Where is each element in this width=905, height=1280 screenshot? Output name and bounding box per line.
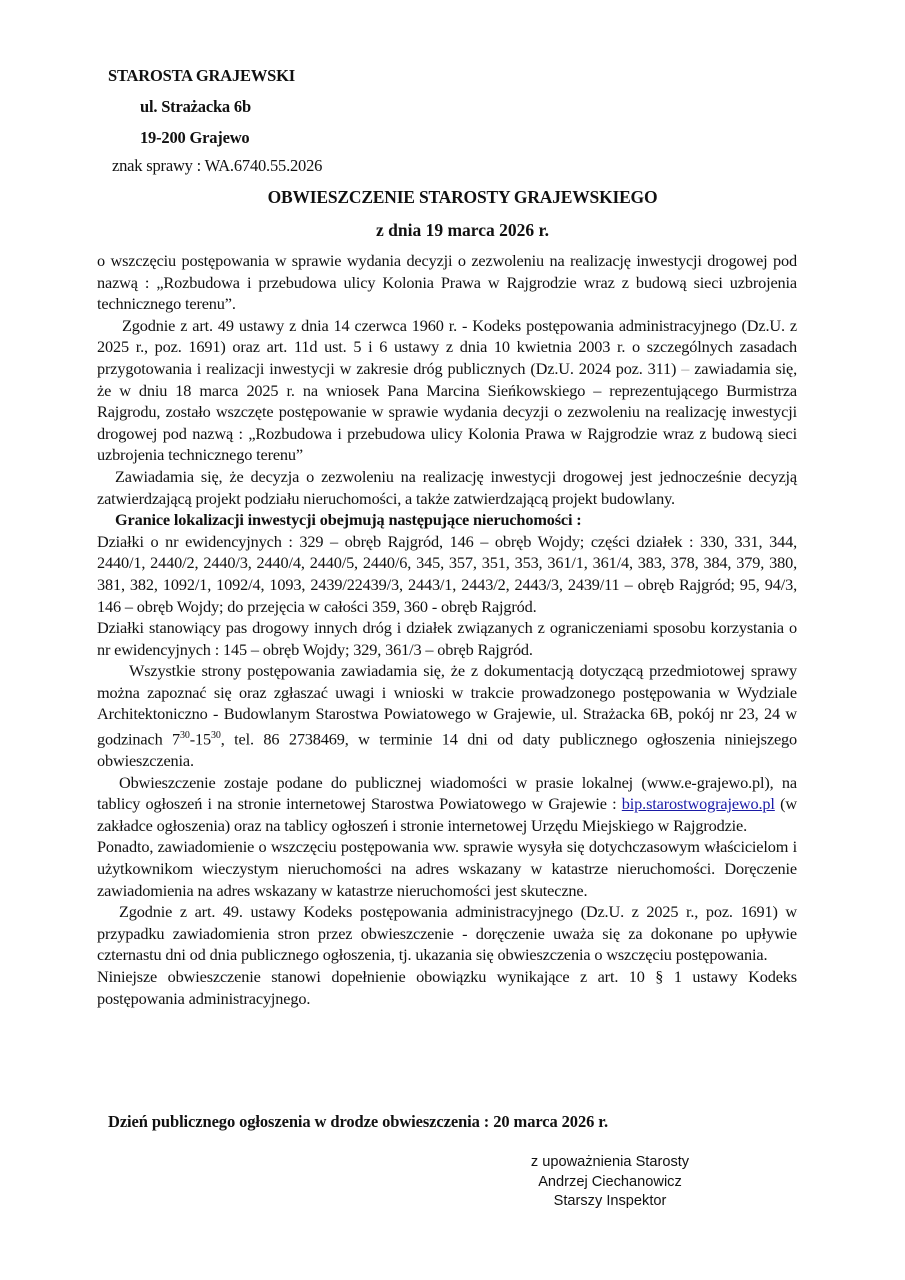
hours-mid: -15 <box>189 729 212 749</box>
legal-basis-paragraph <box>97 315 797 466</box>
notification-paragraph: Ponadto, zawiadomienie o wszczęciu postępowania ww. sprawie wysyła się dotychczasowym właścicielom i użytkownikom wieczystym nieruchomości na adres wskazany w katastrze nieruchomości. Doręczenie zawiadomienia na adres wskazany w katastrze nieruchomości jest skuteczne. <box>97 837 797 900</box>
signature-name: Andrzej Ciechanowicz <box>538 1173 682 1190</box>
publication-paragraph <box>97 772 797 837</box>
case-number: znak sprawy : WA.6740.55.2026 <box>112 156 323 175</box>
decision-scope-paragraph: Zawiadamia się, że decyzja o zezwoleniu na realizację inwestycji drogowej jest jednocześnie decyzją zatwierdzającą projekt podziału nieruchomości, a także zatwierdzającą projekt budowlany. <box>97 466 797 508</box>
bip-link[interactable]: bip.starostwograjewo.pl <box>621 794 775 814</box>
hours-end-sup: 30 <box>211 730 221 742</box>
documentation-text-a: Wszystkie strony postępowania zawiadamia się, że z dokumentacją dotyczącą przedmiotowej sprawy można zapoznać się oraz zgłaszać uwagi i wnioski w trakcie prowadzonego postępowania w Wydziale Architektoniczno - Budowlanym Starostwa Powiatowego w Grajewie, ul. Strażacka 6B, pokój nr 23, 24 w godzinach 7 <box>97 661 797 749</box>
obligation-paragraph: Niniejsze obwieszczenie stanowi dopełnienie obowiązku wynikające z art. 10 § 1 ustawy Kodeks postępowania administracyjnego. <box>97 967 797 1008</box>
legal-basis-text-b: zawiadamia się, że w dniu 18 marca 2025 r. na wniosek Pana Marcina Sieńkowskiego – reprezentującego Burmistrza Rajgrodu, zostało wszczęte postępowanie w sprawie wydania decyzji o zezwoleniu na realizację inwestycji drogowej pod nazwą : „Rozbudowa i przebudowa ulicy Kolonia Prawa w Rajgrodzie wraz z budową sieci uzbrojenia technicznego terenu” <box>97 358 798 465</box>
intro-paragraph: o wszczęciu postępowania w sprawie wydania decyzji o zezwoleniu na realizację inwestycji drogowej pod nazwą : „Rozbudowa i przebudowa ulicy Kolonia Prawa w Rajgrodzie wraz z budową sieci uzbrojenia technicznego terenu”. <box>97 251 797 314</box>
legal-basis-text-a: Zgodnie z art. 49 ustawy z dnia 14 czerwca 1960 r. - Kodeks postępowania administracyjnego (Dz.U. z 2025 r., poz. 1691) oraz art. 11d ust. 5 i 6 ustawy z dnia 10 kwietnia 2003 r. o szczególnych zasadach przygotowania i realizacji inwestycji w zakresie dróg publicznych (Dz.U. 2024 poz. 311) <box>97 315 797 378</box>
signature-title: Starszy Inspektor <box>553 1193 667 1209</box>
issuer-city: 19-200 Grajewo <box>140 128 250 147</box>
legal-basis-dash: – <box>681 358 690 378</box>
issuer-name: STAROSTA GRAJEWSKI <box>108 66 295 85</box>
announcement-date: Dzień publicznego ogłoszenia w drodze obwieszczenia : 20 marca 2026 r. <box>108 1112 609 1131</box>
signature-block <box>505 1153 715 1212</box>
road-parcels-paragraph: Działki stanowiący pas drogowy innych dróg i działek związanych z ograniczeniami sposobu korzystania o nr ewidencyjnych : 145 – obręb Wojdy; 329, 361/3 – obręb Rajgród. <box>97 618 797 659</box>
document-title: OBWIESZCZENIE STAROSTY GRAJEWSKIEGO <box>267 187 658 207</box>
boundaries-heading: Granice lokalizacji inwestycji obejmują następujące nieruchomości : <box>115 510 582 530</box>
publication-text-a: Obwieszczenie zostaje podane do publicznej wiadomości w prasie lokalnej (www.e-grajewo.pl), na tablicy ogłoszeń i na stronie internetowej Starostwa Powiatowego w Grajewie : <box>97 772 797 814</box>
delivery-paragraph: Zgodnie z art. 49. ustawy Kodeks postępowania administracyjnego (Dz.U. z 2025 r., poz. 1691) w przypadku zawiadomienia stron przez obwieszczenie - doręczenie uważa się za dokonane po upływie czternastu dni od dnia publicznego ogłoszenia, tj. ukazania się obwieszczenia o wszczęciu postępowania. <box>97 902 797 965</box>
parcels-paragraph: Działki o nr ewidencyjnych : 329 – obręb Rajgród, 146 – obręb Wojdy; części działek : 330, 331, 344, 2440/1, 2440/2, 2440/3, 2440/4, 2440/5, 2440/6, 345, 357, 351, 353, 361/1, 361/4, 383, 378, 384, 379, 380, 381, 382, 1092/1, 1092/4, 1093, 2439/22439/3, 2443/1, 2443/2, 2443/3, 2439/11 – obręb Rajgród; 95, 94/3, 146 – obręb Wojdy; do przejęcia w całości 359, 360 - obręb Rajgród. <box>97 531 797 616</box>
document-date: z dnia 19 marca 2026 r. <box>375 220 550 240</box>
signature-authority: z upoważnienia Starosty <box>530 1154 690 1170</box>
documentation-text-b: , tel. 86 2738469, w terminie 14 dni od daty publicznego ogłoszenia niniejszego obwieszczenia. <box>97 729 798 771</box>
issuer-street: ul. Strażacka 6b <box>140 97 251 116</box>
publication-text-b: (w zakładce ogłoszenia) oraz na tablicy ogłoszeń i stronie internetowej Urzędu Miejskiego w Rajgrodzie. <box>97 794 797 835</box>
document-body <box>97 250 797 1009</box>
documentation-paragraph <box>97 660 797 771</box>
hours-start-sup: 30 <box>180 730 190 742</box>
